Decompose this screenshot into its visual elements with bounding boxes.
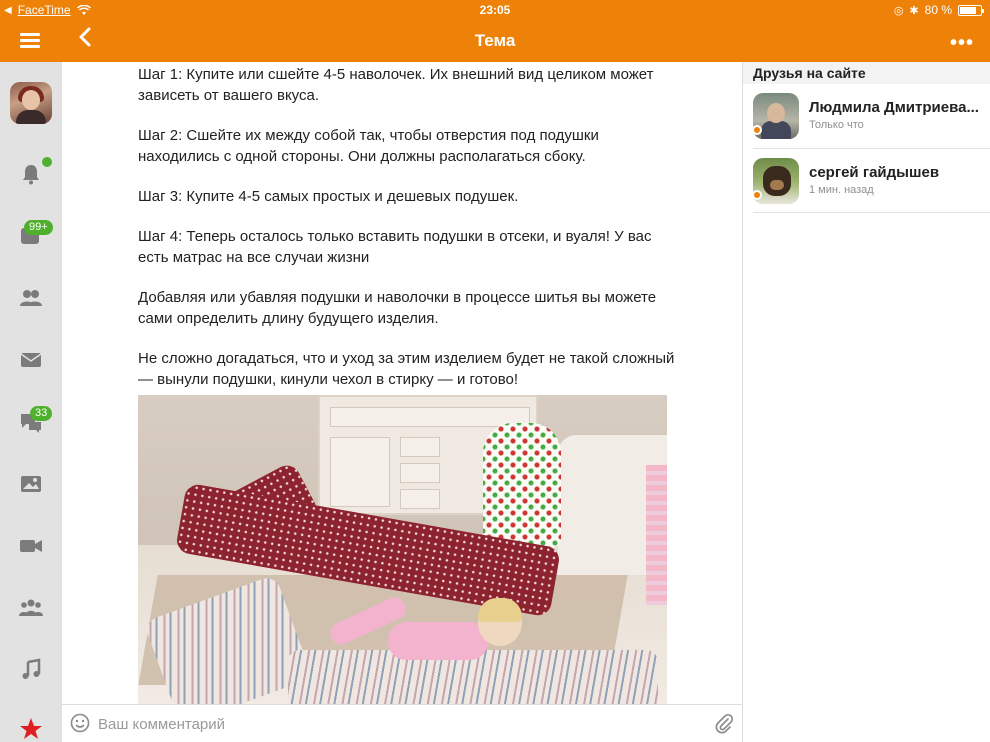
bell-icon[interactable] <box>19 162 43 186</box>
polka-dot-ottoman <box>483 423 561 548</box>
divider <box>753 148 990 149</box>
video-icon[interactable] <box>19 534 43 558</box>
friend-name: Людмила Дмитриева... <box>809 99 979 116</box>
music-icon[interactable] <box>19 658 43 682</box>
discussions-badge: 33 <box>30 406 52 421</box>
photo-icon[interactable] <box>19 472 43 496</box>
back-to-app-icon[interactable]: ◀ <box>4 4 12 16</box>
online-indicator <box>752 125 762 135</box>
emoji-icon[interactable] <box>70 713 90 733</box>
friend-last-seen: 1 мин. назад <box>809 184 874 196</box>
post-content <box>62 62 742 704</box>
friend-item[interactable] <box>743 85 990 147</box>
more-options-icon[interactable]: ••• <box>949 32 974 54</box>
post-paragraph: Не сложно догадаться, что и уход за этим изделием будет не такой сложный — вынули подушки, кинули чехол в стирку — и готово! <box>138 350 675 388</box>
status-time: 23:05 <box>479 3 511 17</box>
post-paragraph: Добавляя или убавляя подушки и наволочки в процессе шитья вы можете сами определить длину будущего изделия. <box>138 289 657 327</box>
battery-fill <box>960 7 976 14</box>
post-paragraph: Шаг 4: Теперь осталось только вставить подушки в отсеки, и вуаля! У вас есть матрас на все случаи жизни <box>138 228 652 266</box>
friend-item[interactable] <box>743 150 990 212</box>
sidebar <box>0 62 62 742</box>
avatar[interactable] <box>10 82 52 124</box>
friends-icon[interactable] <box>19 286 43 310</box>
friends-online-panel <box>742 62 990 742</box>
friend-last-seen: Только что <box>809 119 864 131</box>
top-bar <box>0 0 990 62</box>
page-title: Тема <box>474 31 516 50</box>
status-bar <box>0 0 990 20</box>
child <box>328 600 538 665</box>
post-paragraph: Шаг 2: Сшейте их между собой так, чтобы отверстия под подушки находились с одной стороны. Они должны располагаться сбоку. <box>138 127 599 165</box>
groups-icon[interactable] <box>19 596 43 620</box>
battery-percent: 80 % <box>924 3 952 17</box>
orientation-lock-icon: ◎ <box>893 4 904 17</box>
comment-input[interactable] <box>98 710 698 738</box>
battery-icon <box>958 5 982 16</box>
carrier-label[interactable]: FaceTime <box>17 3 71 17</box>
post-text <box>138 62 678 409</box>
attachment-icon[interactable] <box>714 713 734 735</box>
star-icon[interactable] <box>19 717 43 741</box>
post-paragraph: Шаг 1: Купите или сшейте 4-5 наволочек. Их внешний вид целиком может зависеть от вашего вкуса. <box>138 66 654 104</box>
comment-bar <box>62 704 742 742</box>
online-indicator <box>752 190 762 200</box>
nav-bar <box>0 20 990 62</box>
friends-panel-header: Друзья на сайте <box>743 62 990 84</box>
divider <box>753 212 990 213</box>
notification-dot <box>42 157 52 167</box>
mail-icon[interactable] <box>19 348 43 372</box>
post-paragraph: Шаг 3: Купите 4-5 самых простых и дешевых подушек. <box>138 188 519 205</box>
friend-name: сергей гайдышев <box>809 164 940 181</box>
post-photo[interactable] <box>138 395 667 704</box>
notifications-badge: 99+ <box>24 220 53 235</box>
bluetooth-icon: ✱ <box>909 4 919 17</box>
